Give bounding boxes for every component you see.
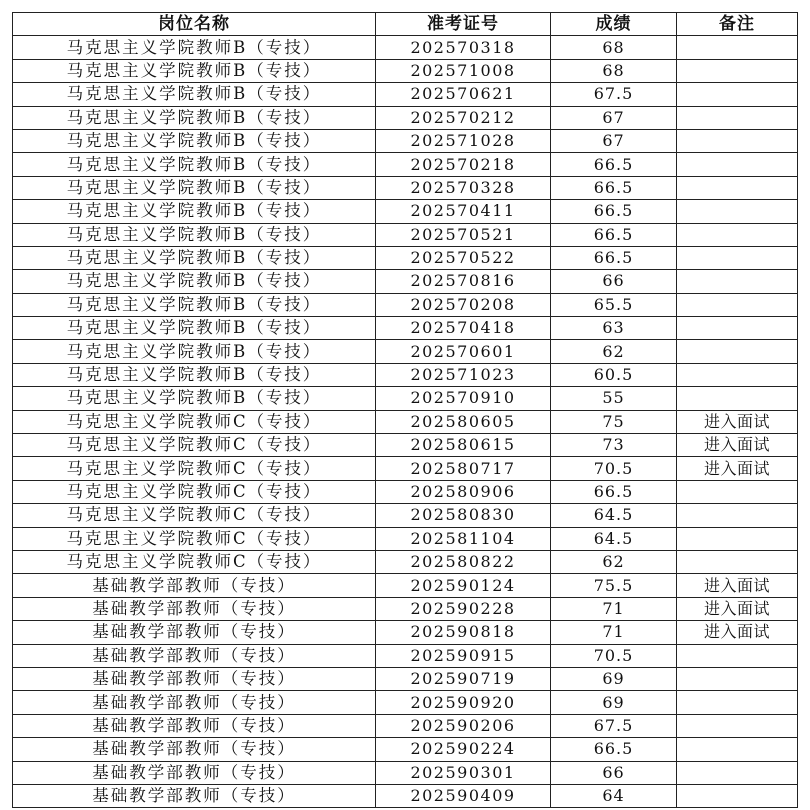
cell-position: 马克思主义学院教师C（专技） — [13, 527, 376, 550]
cell-score: 68 — [551, 36, 677, 59]
cell-exam-id: 202590409 — [376, 784, 551, 807]
cell-position: 马克思主义学院教师B（专技） — [13, 340, 376, 363]
cell-exam-id: 202571023 — [376, 363, 551, 386]
table-row — [13, 153, 798, 176]
cell-position: 马克思主义学院教师B（专技） — [13, 153, 376, 176]
cell-exam-id: 202571028 — [376, 129, 551, 152]
cell-exam-id: 202580717 — [376, 457, 551, 480]
cell-position: 马克思主义学院教师B（专技） — [13, 317, 376, 340]
cell-exam-id: 202590920 — [376, 691, 551, 714]
header-row — [13, 13, 798, 36]
cell-exam-id: 202570522 — [376, 246, 551, 269]
table-row — [13, 480, 798, 503]
table-row — [13, 527, 798, 550]
cell-note: 进入面试 — [677, 457, 798, 480]
cell-score: 66.5 — [551, 200, 677, 223]
cell-exam-id: 202570411 — [376, 200, 551, 223]
cell-position: 马克思主义学院教师B（专技） — [13, 36, 376, 59]
cell-exam-id: 202570318 — [376, 36, 551, 59]
cell-exam-id: 202570601 — [376, 340, 551, 363]
cell-position: 马克思主义学院教师C（专技） — [13, 457, 376, 480]
cell-score: 67 — [551, 106, 677, 129]
cell-position: 马克思主义学院教师B（专技） — [13, 200, 376, 223]
table-row — [13, 574, 798, 597]
cell-score: 67.5 — [551, 714, 677, 737]
cell-exam-id: 202570418 — [376, 317, 551, 340]
cell-score: 65.5 — [551, 293, 677, 316]
cell-note — [677, 667, 798, 690]
cell-note — [677, 691, 798, 714]
cell-score: 73 — [551, 434, 677, 457]
cell-position: 基础教学部教师（专技） — [13, 784, 376, 807]
cell-note — [677, 246, 798, 269]
cell-exam-id: 202571008 — [376, 59, 551, 82]
cell-exam-id: 202570328 — [376, 176, 551, 199]
table-row — [13, 59, 798, 82]
cell-note — [677, 784, 798, 807]
cell-score: 63 — [551, 317, 677, 340]
cell-score: 64.5 — [551, 527, 677, 550]
table-row — [13, 597, 798, 620]
cell-exam-id: 202570521 — [376, 223, 551, 246]
table-body — [13, 36, 798, 808]
header-exam-id: 准考证号 — [376, 13, 551, 36]
cell-position: 马克思主义学院教师B（专技） — [13, 83, 376, 106]
cell-score: 55 — [551, 387, 677, 410]
cell-exam-id: 202580615 — [376, 434, 551, 457]
cell-position: 马克思主义学院教师C（专技） — [13, 504, 376, 527]
header-score: 成绩 — [551, 13, 677, 36]
table-row — [13, 738, 798, 761]
cell-exam-id: 202570816 — [376, 270, 551, 293]
cell-score: 68 — [551, 59, 677, 82]
cell-score: 69 — [551, 691, 677, 714]
table-row — [13, 176, 798, 199]
cell-score: 67.5 — [551, 83, 677, 106]
cell-note — [677, 480, 798, 503]
cell-position: 基础教学部教师（专技） — [13, 738, 376, 761]
cell-score: 60.5 — [551, 363, 677, 386]
cell-note — [677, 293, 798, 316]
cell-note — [677, 270, 798, 293]
cell-position: 马克思主义学院教师B（专技） — [13, 59, 376, 82]
cell-note — [677, 761, 798, 784]
cell-note — [677, 387, 798, 410]
table-row — [13, 223, 798, 246]
cell-score: 64.5 — [551, 504, 677, 527]
table-row — [13, 621, 798, 644]
cell-note — [677, 223, 798, 246]
cell-note: 进入面试 — [677, 597, 798, 620]
cell-score: 71 — [551, 621, 677, 644]
header-position: 岗位名称 — [13, 13, 376, 36]
cell-note — [677, 550, 798, 573]
table-row — [13, 36, 798, 59]
cell-score: 64 — [551, 784, 677, 807]
cell-exam-id: 202580822 — [376, 550, 551, 573]
table-row — [13, 761, 798, 784]
cell-note: 进入面试 — [677, 410, 798, 433]
cell-score: 75.5 — [551, 574, 677, 597]
cell-position: 马克思主义学院教师B（专技） — [13, 106, 376, 129]
table-row — [13, 644, 798, 667]
cell-note — [677, 59, 798, 82]
cell-position: 马克思主义学院教师C（专技） — [13, 550, 376, 573]
cell-position: 马克思主义学院教师B（专技） — [13, 270, 376, 293]
cell-note — [677, 504, 798, 527]
cell-note — [677, 644, 798, 667]
table-row — [13, 246, 798, 269]
cell-score: 66 — [551, 270, 677, 293]
cell-note — [677, 738, 798, 761]
cell-position: 基础教学部教师（专技） — [13, 574, 376, 597]
cell-score: 66.5 — [551, 176, 677, 199]
table-row — [13, 550, 798, 573]
cell-exam-id: 202590818 — [376, 621, 551, 644]
cell-score: 62 — [551, 550, 677, 573]
cell-score: 75 — [551, 410, 677, 433]
table-row — [13, 363, 798, 386]
table-row — [13, 667, 798, 690]
cell-score: 66.5 — [551, 246, 677, 269]
table-row — [13, 270, 798, 293]
table-row — [13, 457, 798, 480]
cell-note: 进入面试 — [677, 434, 798, 457]
table-row — [13, 434, 798, 457]
cell-note — [677, 176, 798, 199]
cell-note — [677, 714, 798, 737]
cell-exam-id: 202580906 — [376, 480, 551, 503]
cell-exam-id: 202580830 — [376, 504, 551, 527]
cell-exam-id: 202590301 — [376, 761, 551, 784]
cell-position: 基础教学部教师（专技） — [13, 597, 376, 620]
cell-position: 马克思主义学院教师B（专技） — [13, 246, 376, 269]
table-row — [13, 317, 798, 340]
table-header — [13, 13, 798, 36]
cell-score: 66.5 — [551, 153, 677, 176]
cell-position: 基础教学部教师（专技） — [13, 621, 376, 644]
table-row — [13, 129, 798, 152]
cell-position: 基础教学部教师（专技） — [13, 644, 376, 667]
cell-position: 马克思主义学院教师B（专技） — [13, 223, 376, 246]
cell-position: 马克思主义学院教师B（专技） — [13, 363, 376, 386]
cell-exam-id: 202581104 — [376, 527, 551, 550]
cell-note — [677, 527, 798, 550]
cell-note — [677, 129, 798, 152]
table-row — [13, 714, 798, 737]
cell-score: 66.5 — [551, 480, 677, 503]
cell-score: 71 — [551, 597, 677, 620]
cell-score: 66.5 — [551, 223, 677, 246]
cell-exam-id: 202570910 — [376, 387, 551, 410]
table-row — [13, 83, 798, 106]
cell-note — [677, 200, 798, 223]
cell-note: 进入面试 — [677, 621, 798, 644]
cell-exam-id: 202570208 — [376, 293, 551, 316]
table-row — [13, 200, 798, 223]
cell-position: 基础教学部教师（专技） — [13, 691, 376, 714]
cell-exam-id: 202570218 — [376, 153, 551, 176]
cell-position: 基础教学部教师（专技） — [13, 667, 376, 690]
cell-exam-id: 202590206 — [376, 714, 551, 737]
cell-score: 70.5 — [551, 457, 677, 480]
cell-position: 马克思主义学院教师C（专技） — [13, 434, 376, 457]
cell-note — [677, 36, 798, 59]
cell-position: 基础教学部教师（专技） — [13, 714, 376, 737]
cell-exam-id: 202580605 — [376, 410, 551, 433]
table-row — [13, 504, 798, 527]
cell-note — [677, 83, 798, 106]
table-row — [13, 410, 798, 433]
cell-note — [677, 340, 798, 363]
cell-exam-id: 202570212 — [376, 106, 551, 129]
cell-exam-id: 202570621 — [376, 83, 551, 106]
table-row — [13, 340, 798, 363]
cell-score: 70.5 — [551, 644, 677, 667]
cell-note — [677, 153, 798, 176]
cell-position: 基础教学部教师（专技） — [13, 761, 376, 784]
cell-position: 马克思主义学院教师C（专技） — [13, 480, 376, 503]
cell-position: 马克思主义学院教师B（专技） — [13, 129, 376, 152]
cell-exam-id: 202590719 — [376, 667, 551, 690]
cell-exam-id: 202590124 — [376, 574, 551, 597]
cell-score: 69 — [551, 667, 677, 690]
cell-note: 进入面试 — [677, 574, 798, 597]
table-row — [13, 784, 798, 807]
cell-note — [677, 317, 798, 340]
cell-note — [677, 363, 798, 386]
cell-exam-id: 202590915 — [376, 644, 551, 667]
table-row — [13, 106, 798, 129]
cell-position: 马克思主义学院教师B（专技） — [13, 387, 376, 410]
cell-exam-id: 202590228 — [376, 597, 551, 620]
cell-score: 62 — [551, 340, 677, 363]
cell-score: 66.5 — [551, 738, 677, 761]
cell-position: 马克思主义学院教师B（专技） — [13, 176, 376, 199]
table-row — [13, 691, 798, 714]
cell-position: 马克思主义学院教师C（专技） — [13, 410, 376, 433]
header-note: 备注 — [677, 13, 798, 36]
cell-exam-id: 202590224 — [376, 738, 551, 761]
cell-note — [677, 106, 798, 129]
cell-score: 67 — [551, 129, 677, 152]
score-table — [12, 12, 798, 808]
cell-score: 66 — [551, 761, 677, 784]
table-row — [13, 293, 798, 316]
table-row — [13, 387, 798, 410]
cell-position: 马克思主义学院教师B（专技） — [13, 293, 376, 316]
